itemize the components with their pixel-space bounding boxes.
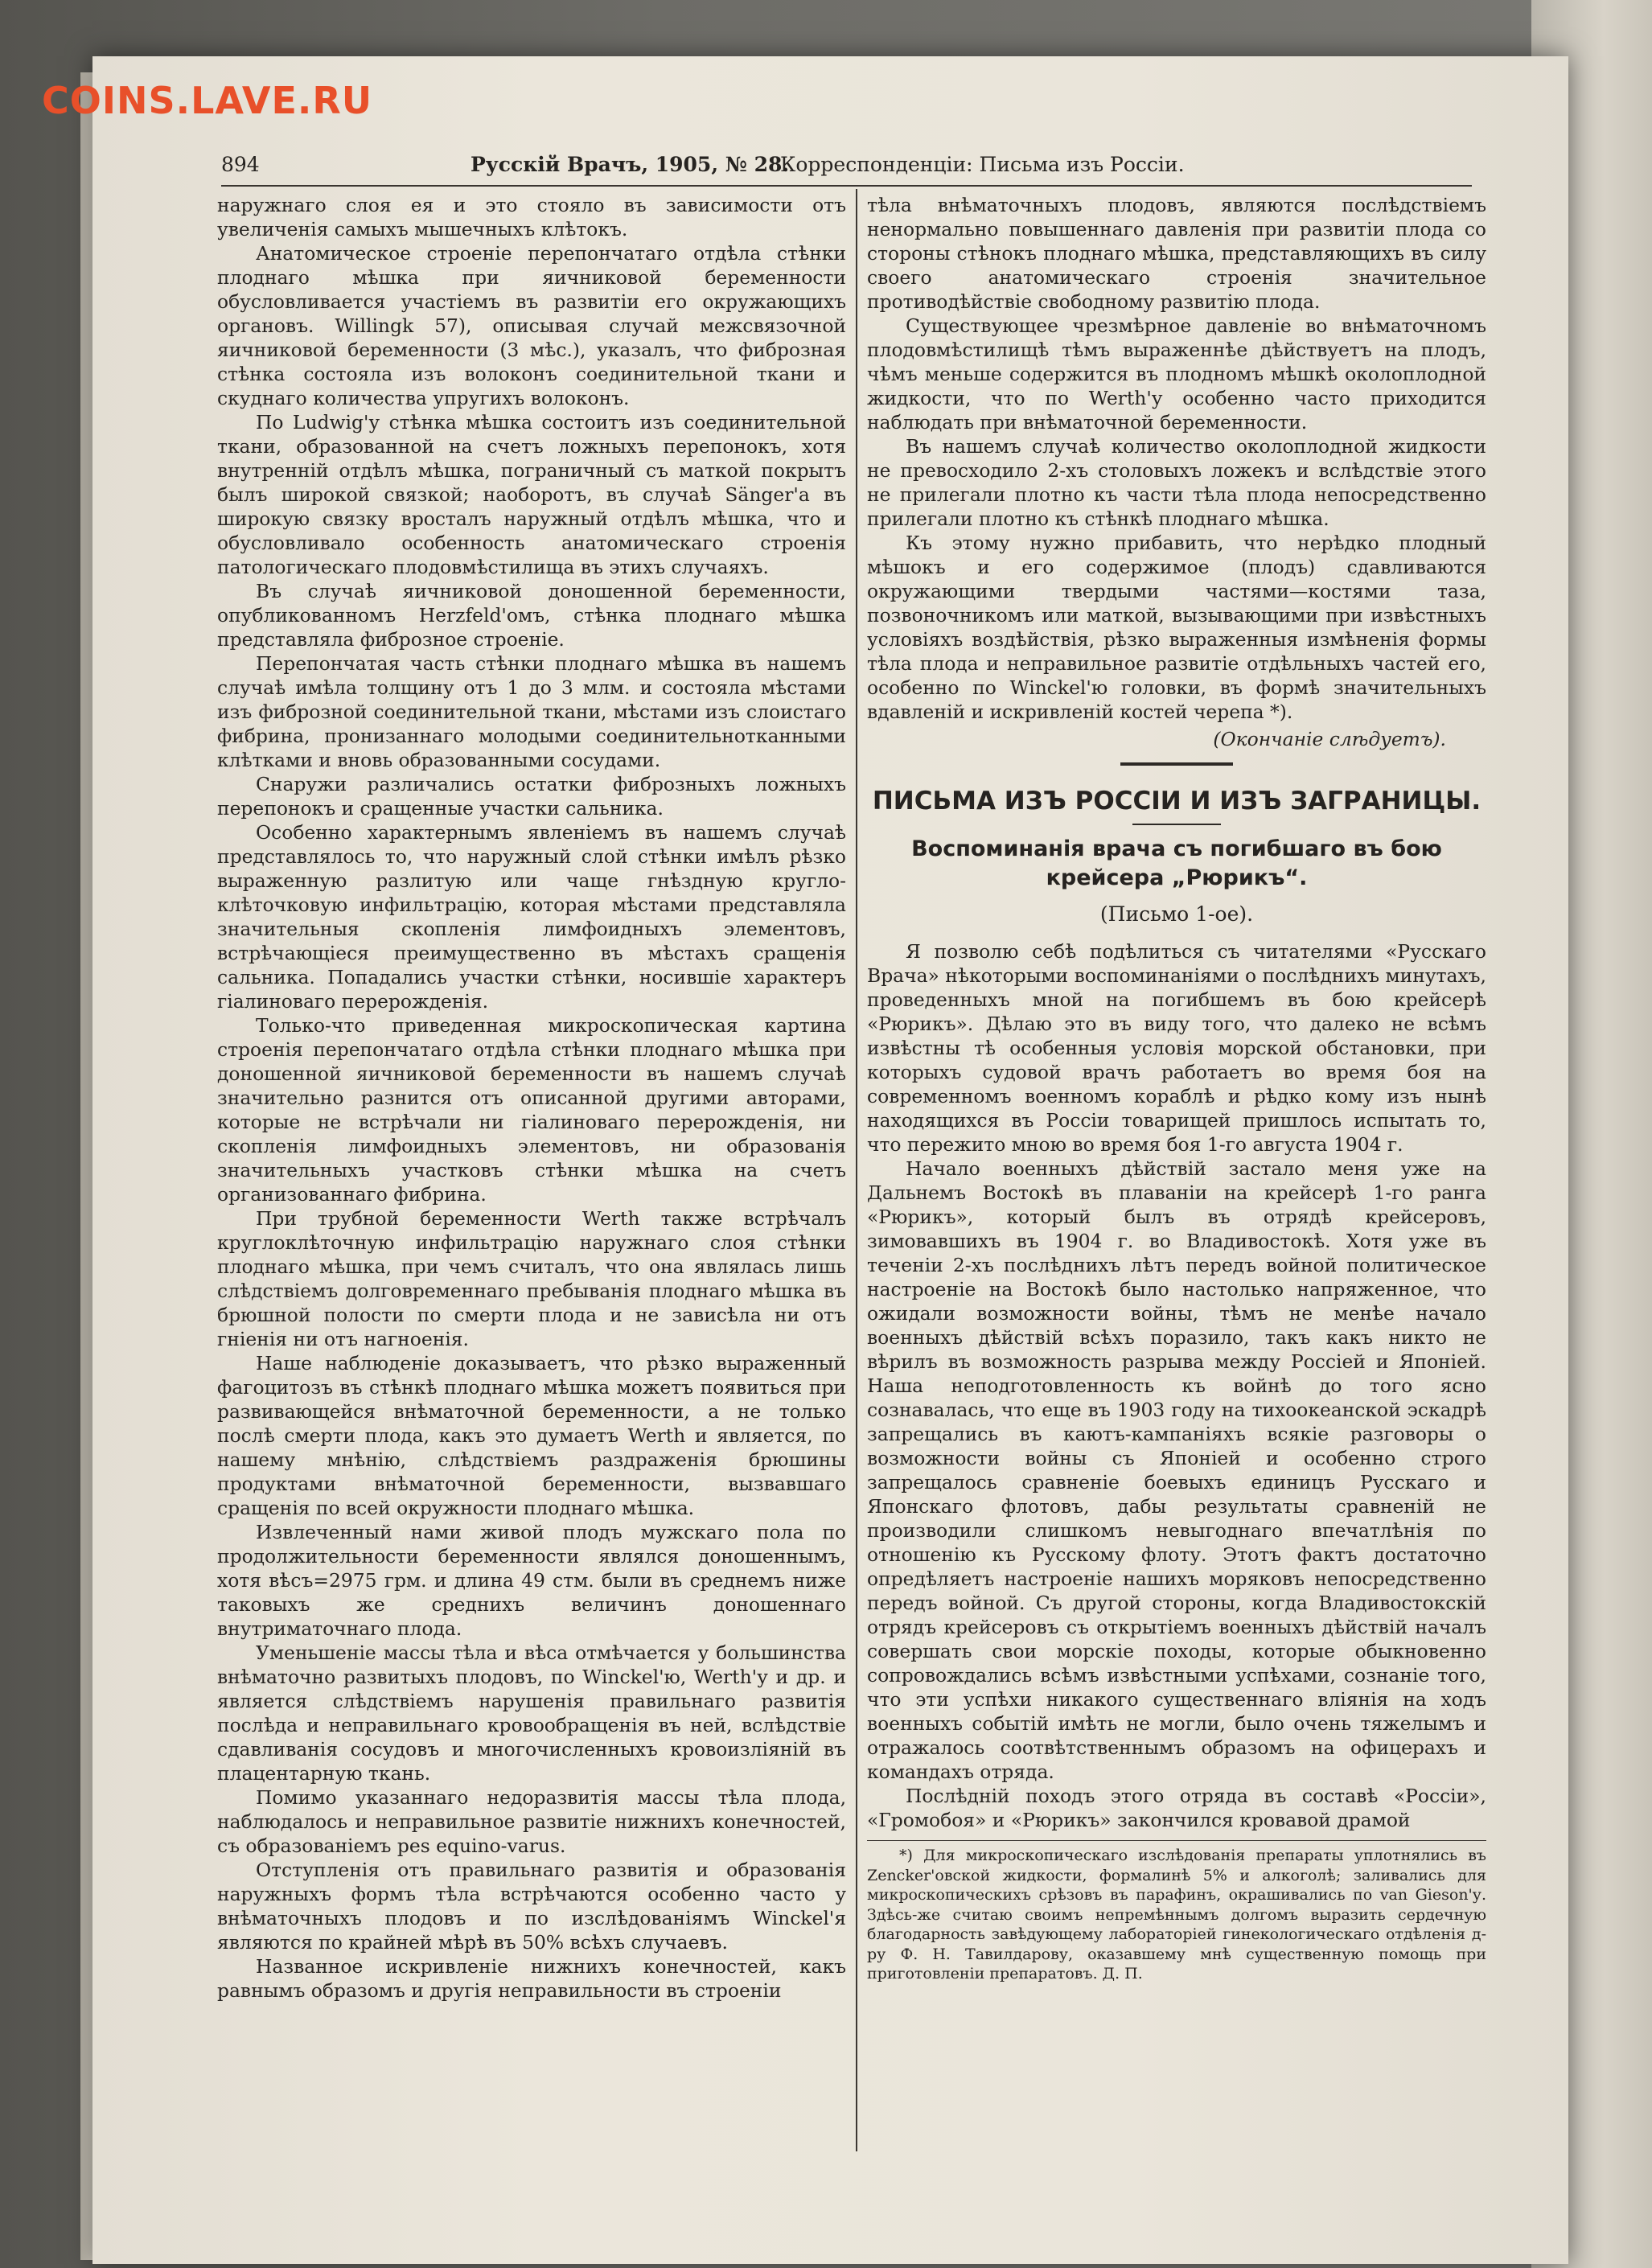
paragraph: Существующее чрезмѣрное давленіе во внѣматочномъ плодовмѣстилищѣ тѣмъ выраженнѣе дѣйствуетъ на плодъ, чѣмъ меньше содержится въ плодномъ мѣшкѣ околоплодной жидкости, что по Werth'у особенно часто приходится наблюдать при внѣматочной беременности. (867, 314, 1486, 433)
paragraph: Начало военныхъ дѣйствій застало меня уже на Дальнемъ Востокѣ въ плаваніи на крейсерѣ 1-го ранга «Рюрикъ», который былъ въ отрядѣ крейсеровъ, зимовавшихъ въ 1904 г. во Владивостокѣ. Хотя уже въ теченіи 2-хъ послѣднихъ лѣтъ передъ войной политическое настроеніе на Востокѣ было настолько напряженное, что ожидали возможности войны, тѣмъ не менѣе начало военныхъ дѣйствій всѣхъ поразило, такъ какъ никто не вѣрилъ въ возможность разрыва между Россіей и Японіей. Наша неподготовленность къ войнѣ до того ясно сознавалась, что еще въ 1903 году на тихоокеанской эскадрѣ запрещались въ каютъ-кампаніяхъ всякіе разговоры о возможности войны съ Японіей и особенно строго запрещалось сравненіе боевыхъ единицъ Русскаго и Японскаго флотовъ, дабы результаты сравненій не производили слишкомъ невыгоднаго впечатлѣнія по отношенію къ Русскому флоту. Этотъ фактъ достаточно опредѣляетъ настроеніе нашихъ моряковъ непосредственно передъ войной. Съ другой стороны, когда Владивостокскій отрядъ крейсеровъ съ открытіемъ военныхъ дѣйствій началъ совершать свои морскіе походы, которые обыкновенно сопровождались всѣмъ извѣстными успѣхами, сознаніе того, что эти успѣхи никакого существеннаго вліянія на ходъ военныхъ событій имѣть не могли, было очень тяжелымъ и отражалось соотвѣтственнымъ образомъ на офицерахъ и командахъ отряда. (867, 1157, 1486, 1783)
paragraph: Помимо указаннаго недоразвитія массы тѣла плода, наблюдалось и неправильное развитіе нижнихъ конечностей, съ образованіемъ pes equino-varus. (217, 1786, 846, 1857)
section-rule (1120, 762, 1233, 766)
paragraph: Анатомическое строеніе перепончатаго отдѣла стѣнки плоднаго мѣшка при яичниковой беременности обусловливается участіемъ въ развитіи его окружающихъ органовъ. Willingk 57), описывая случай межсвязочной яичниковой беременности (3 мѣс.), указалъ, что фиброзная стѣнка состояла изъ волоконъ соединительной ткани и скуднаго количества упругихъ волоконъ. (217, 242, 846, 409)
section-title: ПИСЬМА ИЗЪ РОССІИ И ИЗЪ ЗАГРАНИЦЫ. (872, 787, 1481, 816)
paragraph: Отступленія отъ правильнаго развитія и образованія наружныхъ формъ тѣла встрѣчаются особенно часто у внѣматочныхъ плодовъ и по изслѣдованіямъ Winckel'я являются по крайней мѣрѣ въ 50% всѣхъ случаевъ. (217, 1859, 846, 1954)
paragraph: наружнаго слоя ея и это стояло въ зависимости отъ увеличенія самыхъ мышечныхъ клѣтокъ. (217, 194, 846, 240)
paragraph: Въ нашемъ случаѣ количество околоплодной жидкости не превосходило 2-хъ столовыхъ ложекъ и вслѣдствіе этого не прилегали плотно къ части тѣла плода непосредственно прилегали плотно къ стѣнкѣ плоднаго мѣшка. (867, 435, 1486, 530)
section-heading: Корреспонденціи: Письма изъ Россіи. (780, 153, 1185, 176)
paragraph: При трубной беременности Werth также встрѣчалъ круглоклѣточную инфильтрацію наружнаго слоя стѣнки плоднаго мѣшка, при чемъ считалъ, что она являлась лишь слѣдствіемъ долговременнаго пребыванія плоднаго мѣшка въ брюшной полости по смерти плода и не зависѣла ни отъ гніенія ни отъ нагноенія. (217, 1207, 846, 1350)
title-rule (1132, 824, 1221, 825)
paragraph: Перепончатая часть стѣнки плоднаго мѣшка въ нашемъ случаѣ имѣла толщину отъ 1 до 3 млм. и состояла мѣстами изъ фиброзной соединительной ткани, мѣстами изъ слоистаго фибрина, пронизаннаго молодыми соединительнотканными клѣтками и вновь образованными сосудами. (217, 652, 846, 771)
watermark: COINS.LAVE.RU (42, 79, 373, 122)
paragraph: Уменьшеніе массы тѣла и вѣса отмѣчается у большинства внѣматочно развитыхъ плодовъ, по Winckel'ю, Werth'у и др. и является слѣдствіемъ нарушенія правильнаго развитія послѣда и неправильнаго кровообращенія въ ней, вслѣдствіе сдавливанія сосудовъ и многочисленныхъ кровоизліяній въ плацентарную ткань. (217, 1641, 846, 1785)
paragraph: Извлеченный нами живой плодъ мужскаго пола по продолжительности беременности являлся доношеннымъ, хотя вѣсъ=2975 грм. и длина 49 стм. были въ среднемъ ниже таковыхъ же среднихъ величинъ доношеннаго внутриматочнаго плода. (217, 1521, 846, 1640)
paragraph: Наше наблюденіе доказываетъ, что рѣзко выраженный фагоцитозъ въ стѣнкѣ плоднаго мѣшка можетъ появиться при развивающейся внѣматочной беременности, а не только послѣ смерти плода, какъ это думаетъ Werth и является, по нашему мнѣнію, слѣдствіемъ раздраженія брюшины продуктами внѣматочной беременности, вызвавшаго сращенія по всей окружности плоднаго мѣшка. (217, 1352, 846, 1519)
left-column (217, 193, 846, 2155)
paragraph: Послѣдній походъ этого отряда въ составѣ «Россіи», «Громобоя» и «Рюрикъ» закончился кровавой драмой (867, 1785, 1486, 1831)
letter-number: (Письмо 1-ое). (1099, 902, 1254, 926)
page-header (221, 153, 1472, 187)
paragraph: Названное искривленіе нижнихъ конечностей, какъ равнымъ образомъ и другія неправильности въ строеніи (217, 1955, 846, 2002)
paragraph: Въ случаѣ яичниковой доношенной беременности, опубликованномъ Herzfeld'омъ, стѣнка плоднаго мѣшка представляла фиброзное строеніе. (217, 580, 846, 651)
footnotes (867, 1840, 1486, 1984)
continuation-note: (Окончаніе слѣдуетъ). (1213, 728, 1446, 750)
journal-title: Русскій Врачъ, 1905, № 28. (471, 153, 790, 176)
footnote: *) Для микроскопическаго изслѣдованія препараты уплотнялись въ Zencker'овской жидкости, формалинѣ 5% и алкоголѣ; заливались для микроскопическихъ срѣзовъ въ парафинъ, окрашивались по van Gieson'у. Здѣсь-же считаю своимъ непремѣннымъ долгомъ выразить сердечную благодарность завѣдующему лабораторіей гинекологическаго отдѣленія д-ру Ф. Н. Тавилдарову, оказавшему мнѣ существенную помощь при приготовленіи препаратовъ. Д. П. (867, 1847, 1486, 1982)
column-divider (856, 189, 857, 2151)
paragraph: тѣла внѣматочныхъ плодовъ, являются послѣдствіемъ ненормально повышеннаго давленія при развитіи плода со стороны стѣнокъ плоднаго мѣшка, представляющихъ въ силу своего анатомическаго строенія значительное противодѣйствіе свободному развитію плода. (867, 194, 1486, 313)
page-number: 894 (221, 153, 260, 176)
article-title: Воспоминанія врача съ погибшаго въ бою крейсера „Рюрикъ“. (911, 836, 1442, 890)
paragraph: По Ludwig'у стѣнка мѣшка состоитъ изъ соединительной ткани, образованной на счетъ ложныхъ перепонокъ, хотя внутренній отдѣлъ мѣшка, пограничный съ маткой покрытъ былъ широкой связкой; наоборотъ, въ случаѣ Sänger'а въ широкую связку вросталъ наружный отдѣлъ мѣшка, что и обусловливало особенность анатомическаго строенія патологическаго плодовмѣстилища въ этихъ случаяхъ. (217, 411, 846, 578)
right-column (867, 193, 1486, 2147)
paragraph: Снаружи различались остатки фиброзныхъ ложныхъ перепонокъ и сращенные участки сальника. (217, 773, 846, 820)
paragraph: Я позволю себѣ подѣлиться съ читателями «Русскаго Врача» нѣкоторыми воспоминаніями о послѣднихъ минутахъ, проведенныхъ мной на погибшемъ въ бою крейсерѣ «Рюрикъ». Дѣлаю это въ виду того, что далеко не всѣмъ извѣстны тѣ особенныя условія морской обстановки, при которыхъ судовой врачъ работаетъ во время боя на современномъ военномъ кораблѣ и рѣдко кому изъ нынѣ находящихся въ Россіи товарищей пришлось испытать то, что пережито мною во время боя 1-го августа 1904 г. (867, 940, 1486, 1156)
paragraph: Къ этому нужно прибавить, что нерѣдко плодный мѣшокъ и его содержимое (плодъ) сдавливаются окружающими твердыми частями—костями таза, позвоночникомъ или маткой, вызывающими при извѣстныхъ условіяхъ воздѣйствія, рѣзко выраженныя измѣненія формы тѣла плода и неправильное развитіе отдѣльныхъ частей его, особенно по Winckel'ю головки, въ формѣ значительныхъ вдавленій и искривленій костей черепа *). (867, 532, 1486, 723)
paragraph: Только-что приведенная микроскопическая картина строенія перепончатаго отдѣла стѣнки плоднаго мѣшка при доношенной яичниковой беременности въ нашемъ случаѣ значительно разнится отъ описанной другими авторами, которые не встрѣчали ни гіалиноваго перерожденія, ни скопленія лимфоидныхъ элементовъ, ни образованія значительныхъ участковъ стѣнки мѣшка на счетъ организованнаго фибрина. (217, 1014, 846, 1206)
paragraph: Особенно характернымъ явленіемъ въ нашемъ случаѣ представлялось то, что наружный слой стѣнки имѣлъ рѣзко выраженную разлитую или чаще гнѣздную кругло-клѣточковую инфильтрацію, которая мѣстами представляла значительныя скопленія лимфоидныхъ элементовъ, встрѣчающіеся преимущественно въ мѣстахъ сращенія сальника. Попадались участки стѣнки, носившіе характеръ гіалиноваго перерожденія. (217, 821, 846, 1013)
